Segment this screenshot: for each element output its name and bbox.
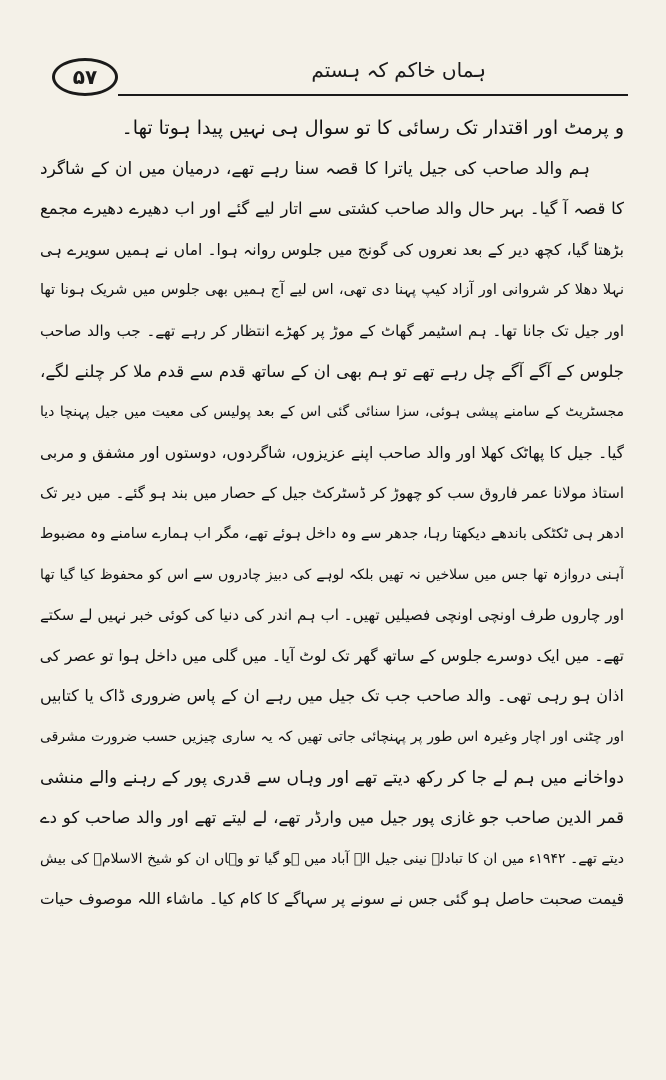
page-header [48,56,628,106]
running-title: ہماں خاکم کہ ہستم [311,58,486,82]
text-line: بڑھتا گیا، کچھ دیر کے بعد نعروں کی گونج میں جلوس روانہ ہوا۔ اماں نے ہمیں سویرے ہی [40,240,624,259]
text-line: اذان ہو رہی تھی۔ والد صاحب جب تک جیل میں رہے ان کے پاس ضروری ڈاک یا کتابیں [40,686,624,706]
text-line: و پرمٹ اور اقتدار تک رسائی کا تو سوال ہی نہیں پیدا ہوتا تھا۔ [121,117,624,139]
page-number-oval [52,58,118,96]
text-line: کا قصہ آ گیا۔ بہر حال والد صاحب کشتی سے اتار لیے گئے اور اب دھیرے دھیرے مجمع [40,199,624,219]
text-line: مجسٹریٹ کے سامنے پیشی ہوئی، سزا سنائی گئی اس کے بعد پولیس کی معیت میں جیل پہنچا دیا [40,404,624,421]
text-line: اور جیل تک جانا تھا۔ ہم اسٹیمر گھاٹ کے موڑ پر کھڑے انتظار کر رہے تھے۔ جب والد صاحب [40,321,624,340]
text-line: دواخانے میں ہم لے جا کر رکھ دیتے تھے اور وہاں سے قدری پور کے رہنے والے منشی [40,767,624,788]
text-line: آہنی دروازہ تھا جس میں سلاخیں نہ تھیں بلکہ لوہے کی دبیز چادروں سے اس کو محفوظ کیا گیا تھا [40,566,624,583]
header-rule [118,94,628,96]
text-line: استاذ مولانا عمر فاروق سب کو چھوڑ کر ڈسٹرکٹ جیل کے حصار میں بند ہو گئے۔ میں دیر تک [40,484,624,503]
text-line: اور چٹنی اور اچار وغیرہ اس طور پر پہنچائی جاتی تھیں کہ یہ ساری چیزیں حسب ضرورت مشرقی [40,728,624,745]
body-text [40,108,624,920]
text-line: ادھر ہی ٹکٹکی باندھے دیکھتا رہا، جدھر سے وہ داخل ہوئے تھے، مگر اب ہمارے سامنے وہ مضبوط [40,525,624,542]
text-line: قمر الدین صاحب جو غازی پور جیل میں وارڈر تھے، لے لیتے تھے اور والد صاحب کو دے [40,808,624,828]
text-line: نہلا دھلا کر شروانی اور آزاد کیپ پہنا دی تھی، اس لیے آج ہمیں بھی جلوس میں شریک ہونا تھا [40,282,624,299]
text-line: ہم والد صاحب کی جیل یاترا کا قصہ سنا رہے تھے، درمیان میں ان کے شاگرد [40,158,590,179]
text-line: جلوس کے آگے آگے چل رہے تھے تو ہم بھی ان کے ساتھ قدم سے قدم ملا کر چلنے لگے، [40,361,624,381]
text-line: قیمت صحبت حاصل ہو گئی جس نے سونے پر سہاگے کا کام کیا۔ ماشاء اللہ موصوف حیات [40,890,624,909]
text-line: اور چاروں طرف اونچی اونچی فصیلیں تھیں۔ اب ہم اندر کی دنیا کی کوئی خبر نہیں لے سکتے [40,606,624,625]
page-number: ۵۷ [72,65,98,89]
text-line: تھے۔ میں ایک دوسرے جلوس کے ساتھ گھر تک لوٹ آیا۔ میں گلی میں داخل ہوا تو عصر کی [40,646,624,665]
text-line: دیتے تھے۔ ۱۹۴۲ء میں ان کا تبادلہ نینی جیل الہ آباد میں ہو گیا تو وہاں ان کو شیخ الاسلامؒ کی بیش [40,850,624,867]
text-line: گیا۔ جیل کا پھاٹک کھلا اور والد صاحب اپنے عزیزوں، شاگردوں، دوستوں اور مشفق و مربی [40,443,624,462]
